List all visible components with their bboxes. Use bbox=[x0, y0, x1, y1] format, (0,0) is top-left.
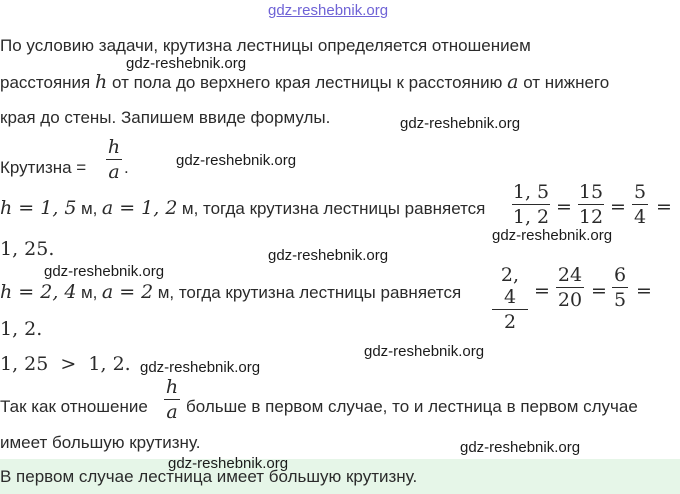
fraction-denominator: 5 bbox=[613, 289, 627, 311]
fraction-numerator: 6 bbox=[613, 264, 627, 286]
case1-fraction-3 bbox=[632, 181, 648, 228]
watermark: gdz-reshebnik.org bbox=[492, 227, 613, 244]
intro-line-1: По условию задачи, крутизна лестницы определяется отношением bbox=[0, 36, 531, 55]
conclusion-text: больше в первом случае, то и лестница в первом случае bbox=[186, 397, 638, 416]
fraction-numerator: h bbox=[107, 136, 121, 158]
watermark: gdz-reshebnik.org bbox=[126, 55, 247, 72]
fraction-bar bbox=[612, 287, 628, 288]
case2-text: м, тогда крутизна лестницы равняется bbox=[157, 283, 462, 302]
case1-h: h = 1, 5 bbox=[0, 197, 77, 219]
watermark: gdz-reshebnik.org bbox=[460, 439, 581, 456]
equals-sign: = bbox=[656, 196, 672, 218]
fraction-bar bbox=[106, 159, 122, 160]
var-a: a bbox=[507, 71, 519, 93]
equals-sign: = bbox=[534, 280, 550, 302]
equals-sign: = bbox=[610, 196, 626, 218]
formula-label: Крутизна = bbox=[0, 158, 87, 177]
case1-unit: м, bbox=[80, 199, 98, 218]
case2-fraction-3 bbox=[612, 264, 628, 311]
case1-result: 1, 25. bbox=[0, 238, 55, 260]
case1-fraction-2 bbox=[578, 181, 604, 228]
case2-result: 1, 2. bbox=[0, 318, 43, 340]
case2-fraction-1 bbox=[492, 264, 528, 333]
case2-a: a = 2 bbox=[101, 281, 154, 303]
intro-text: от пола до верхнего края лестницы к расстоянию bbox=[111, 73, 503, 92]
fraction-numerator: 2, 4 bbox=[500, 264, 520, 308]
equals-sign: = bbox=[636, 280, 652, 302]
fraction-bar bbox=[164, 399, 180, 400]
case2-line bbox=[0, 281, 461, 303]
fraction-numerator: h bbox=[165, 376, 179, 398]
case1-fraction-1 bbox=[512, 181, 550, 228]
fraction-numerator: 24 bbox=[557, 264, 583, 286]
watermark: gdz-reshebnik.org bbox=[400, 115, 521, 132]
var-h: h bbox=[95, 71, 108, 93]
fraction-denominator: 2 bbox=[503, 311, 517, 333]
answer-text: В первом случае лестница имеет большую крутизну. bbox=[0, 467, 418, 486]
fraction-bar bbox=[578, 204, 604, 205]
fraction-denominator: a bbox=[108, 161, 120, 183]
formula-fraction bbox=[106, 136, 122, 183]
case1-a: a = 1, 2 bbox=[101, 197, 178, 219]
watermark: gdz-reshebnik.org bbox=[168, 455, 289, 472]
fraction-numerator: 5 bbox=[633, 181, 647, 203]
fraction-bar bbox=[492, 309, 528, 310]
intro-line-3: края до стены. Запишем ввиде формулы. bbox=[0, 108, 331, 127]
fraction-bar bbox=[556, 287, 584, 288]
watermark: gdz-reshebnik.org bbox=[44, 263, 165, 280]
conclusion-line-2: имеет большую крутизну. bbox=[0, 433, 201, 452]
case1-line bbox=[0, 197, 485, 219]
comparison: 1, 25 > 1, 2. bbox=[0, 353, 131, 375]
fraction-denominator: 12 bbox=[578, 206, 604, 228]
conclusion-fraction bbox=[164, 376, 180, 423]
conclusion-text: Так как отношение bbox=[0, 397, 148, 416]
fraction-denominator: 20 bbox=[557, 289, 583, 311]
watermark: gdz-reshebnik.org bbox=[140, 359, 261, 376]
intro-line-2 bbox=[0, 72, 609, 93]
fraction-numerator: 1, 5 bbox=[512, 181, 550, 203]
watermark: gdz-reshebnik.org bbox=[268, 247, 389, 264]
fraction-bar bbox=[512, 204, 550, 205]
case2-unit: м, bbox=[80, 283, 98, 302]
intro-text: от нижнего bbox=[523, 73, 610, 92]
formula-period: . bbox=[124, 158, 129, 177]
fraction-denominator: 4 bbox=[633, 206, 647, 228]
fraction-denominator: 1, 2 bbox=[512, 206, 550, 228]
case2-fraction-2 bbox=[556, 264, 584, 311]
fraction-denominator: a bbox=[166, 401, 178, 423]
intro-text: расстояния bbox=[0, 73, 91, 92]
watermark-top-link[interactable]: gdz-reshebnik.org bbox=[268, 2, 389, 19]
watermark: gdz-reshebnik.org bbox=[364, 343, 485, 360]
watermark: gdz-reshebnik.org bbox=[176, 152, 297, 169]
equals-sign: = bbox=[556, 196, 572, 218]
equals-sign: = bbox=[591, 280, 607, 302]
case2-h: h = 2, 4 bbox=[0, 281, 77, 303]
fraction-numerator: 15 bbox=[578, 181, 604, 203]
case1-text: м, тогда крутизна лестницы равняется bbox=[181, 199, 486, 218]
answer-box bbox=[0, 459, 680, 494]
fraction-bar bbox=[632, 204, 648, 205]
